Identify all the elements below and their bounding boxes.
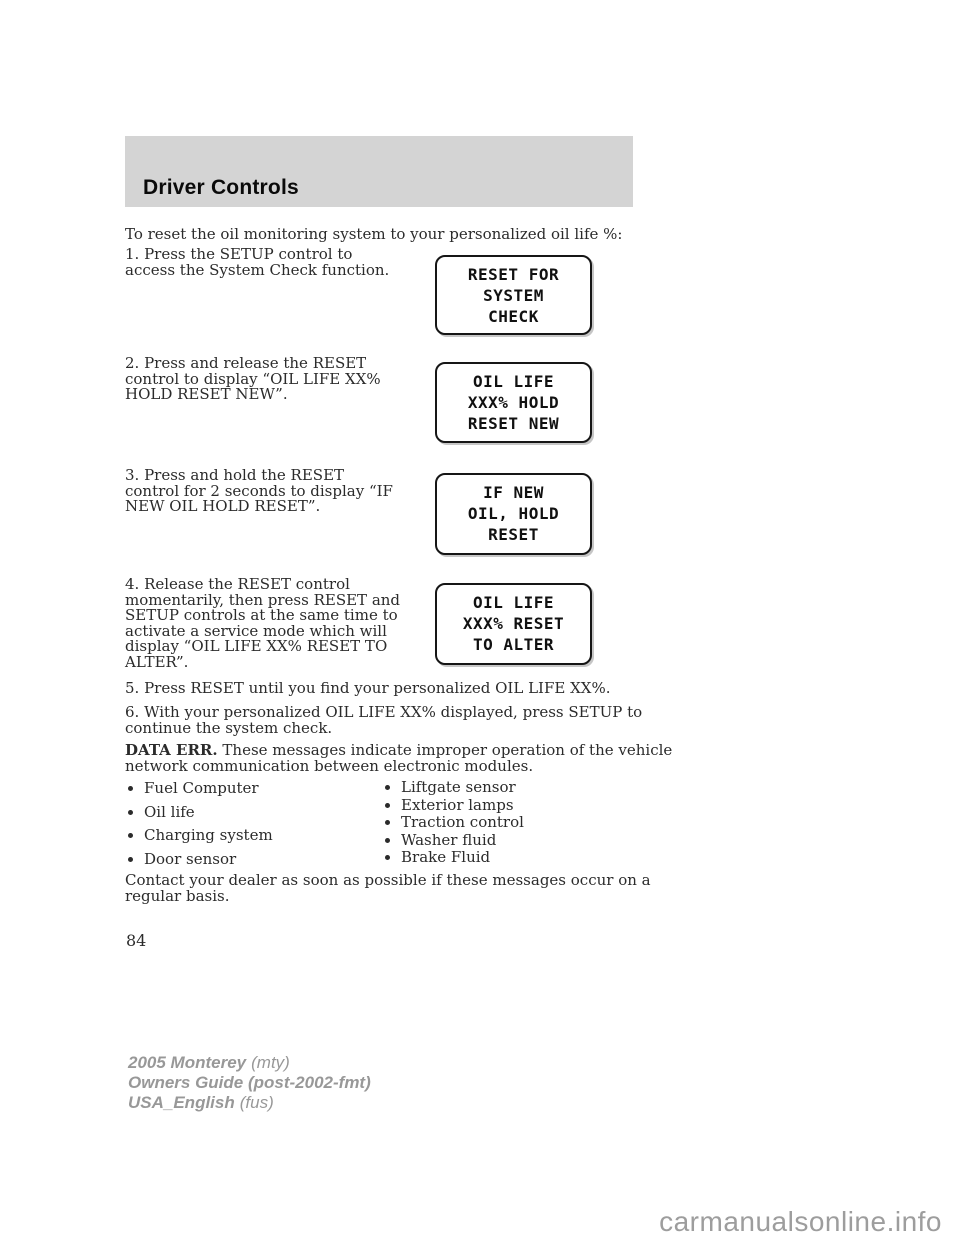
lcd-display-text: [437, 364, 590, 434]
bullet-icon: [128, 857, 133, 862]
lcd-line: SYSTEM: [483, 286, 544, 305]
step-5-line: 5. Press RESET until you find your personalized OIL LIFE XX%.: [125, 679, 611, 697]
step-4-line: SETUP controls at the same time to: [125, 606, 398, 624]
step-4-line: 4. Release the RESET control: [125, 575, 350, 593]
list-item-label: Brake Fluid: [401, 848, 491, 866]
bullet-icon: [128, 833, 133, 838]
bullet-icon: [385, 803, 390, 808]
lcd-display-oil-life-hold-reset-new: [435, 362, 592, 443]
section-header-bar: [125, 136, 633, 207]
message-list-right: [385, 780, 524, 868]
lcd-display-oil-life-reset-to-alter: [435, 583, 592, 665]
list-item-label: Exterior lamps: [401, 795, 514, 814]
step-4-line: momentarily, then press RESET and: [125, 590, 401, 609]
footer-title: 2005 Monterey: [128, 1053, 247, 1072]
footer-title: USA_English: [128, 1093, 235, 1112]
bullet-icon: [128, 786, 133, 791]
intro-paragraph: [125, 227, 622, 243]
list-item-label: Charging system: [144, 826, 273, 844]
list-item: [385, 815, 524, 831]
list-item: [385, 780, 524, 796]
data-err-label: DATA ERR.: [125, 741, 218, 759]
step-4-line: activate a service mode which will: [125, 621, 387, 640]
lcd-line: RESET: [488, 525, 539, 544]
lcd-display-text: [437, 257, 590, 327]
contact-paragraph: [125, 873, 665, 904]
step-3-line: NEW OIL HOLD RESET”.: [125, 497, 321, 515]
data-err-line: network communication between electronic modules.: [125, 756, 534, 775]
step-4-line: ALTER”.: [125, 652, 189, 671]
step-2-line: 2. Press and release the RESET: [125, 354, 367, 372]
list-item: [128, 828, 273, 844]
list-item-label: Liftgate sensor: [401, 778, 516, 796]
lcd-line: IF NEW: [483, 483, 544, 502]
step-1-line: 1. Press the SETUP control to: [125, 245, 353, 263]
lcd-line: OIL, HOLD: [467, 504, 560, 523]
footer-publication-info: [128, 1053, 376, 1113]
step-2-paragraph: [125, 356, 425, 403]
lcd-line: TO ALTER: [472, 635, 555, 654]
bullet-icon: [385, 855, 390, 860]
step-3-paragraph: [125, 468, 425, 515]
footer-code: (mty): [251, 1053, 290, 1072]
lcd-line: RESET FOR: [467, 265, 560, 284]
lcd-line: OIL LIFE: [472, 372, 555, 391]
lcd-line: XXX% RESET: [462, 614, 565, 633]
bullet-icon: [385, 820, 390, 825]
list-item: [128, 849, 273, 868]
list-item: [385, 795, 524, 814]
bullet-icon: [128, 810, 133, 815]
lcd-display-if-new-oil-hold-reset: [435, 473, 592, 555]
list-item-label: Washer fluid: [401, 830, 497, 849]
list-item: [128, 802, 273, 821]
list-item: [385, 850, 524, 866]
list-item-label: Fuel Computer: [144, 779, 259, 797]
lcd-line: XXX% HOLD: [467, 393, 560, 412]
bullet-icon: [385, 838, 390, 843]
lcd-display-reset-for-system-check: [435, 255, 592, 335]
step-6-paragraph: [125, 705, 665, 736]
footer-code: (fus): [239, 1093, 274, 1112]
data-err-paragraph: [125, 741, 673, 775]
lcd-line: RESET NEW: [467, 414, 560, 433]
step-5-paragraph: [125, 681, 665, 697]
footer-title: Owners Guide (post-2002-fmt): [128, 1073, 371, 1092]
step-6-line: 6. With your personalized OIL LIFE XX% displayed, press SETUP to: [125, 703, 643, 721]
bullet-icon: [385, 785, 390, 790]
message-list-left: [128, 781, 273, 875]
step-6-line: continue the system check.: [125, 718, 333, 737]
step-3-line: 3. Press and hold the RESET: [125, 466, 345, 484]
list-item: [128, 781, 273, 797]
list-item: [385, 830, 524, 849]
contact-line: regular basis.: [125, 886, 230, 905]
lcd-display-text: [437, 585, 590, 655]
step-2-line: control to display “OIL LIFE XX%: [125, 369, 381, 388]
list-item-label: Oil life: [144, 802, 195, 821]
footer-line: [128, 1053, 376, 1073]
contact-line: Contact your dealer as soon as possible if these messages occur on a: [125, 871, 651, 889]
list-item-label: Door sensor: [144, 849, 237, 868]
lcd-display-text: [437, 475, 590, 545]
step-1-line: access the System Check function.: [125, 260, 390, 279]
section-title: Driver Controls: [143, 176, 299, 199]
lcd-line: CHECK: [488, 307, 539, 326]
intro-line: To reset the oil monitoring system to your personalized oil life %:: [125, 225, 623, 243]
footer-line: [128, 1093, 376, 1113]
step-4-paragraph: [125, 577, 425, 670]
list-item-label: Traction control: [401, 813, 524, 831]
lcd-line: OIL LIFE: [472, 593, 555, 612]
step-2-line: HOLD RESET NEW”.: [125, 385, 288, 403]
data-err-text: These messages indicate improper operation of the vehicle: [222, 741, 673, 759]
footer-line: [128, 1073, 376, 1093]
step-3-line: control for 2 seconds to display “IF: [125, 481, 393, 500]
step-1-paragraph: [125, 247, 425, 278]
step-4-line: display “OIL LIFE XX% RESET TO: [125, 637, 388, 655]
site-watermark: carmanualsonline.info: [659, 1206, 942, 1237]
page-number: 84: [126, 931, 147, 950]
